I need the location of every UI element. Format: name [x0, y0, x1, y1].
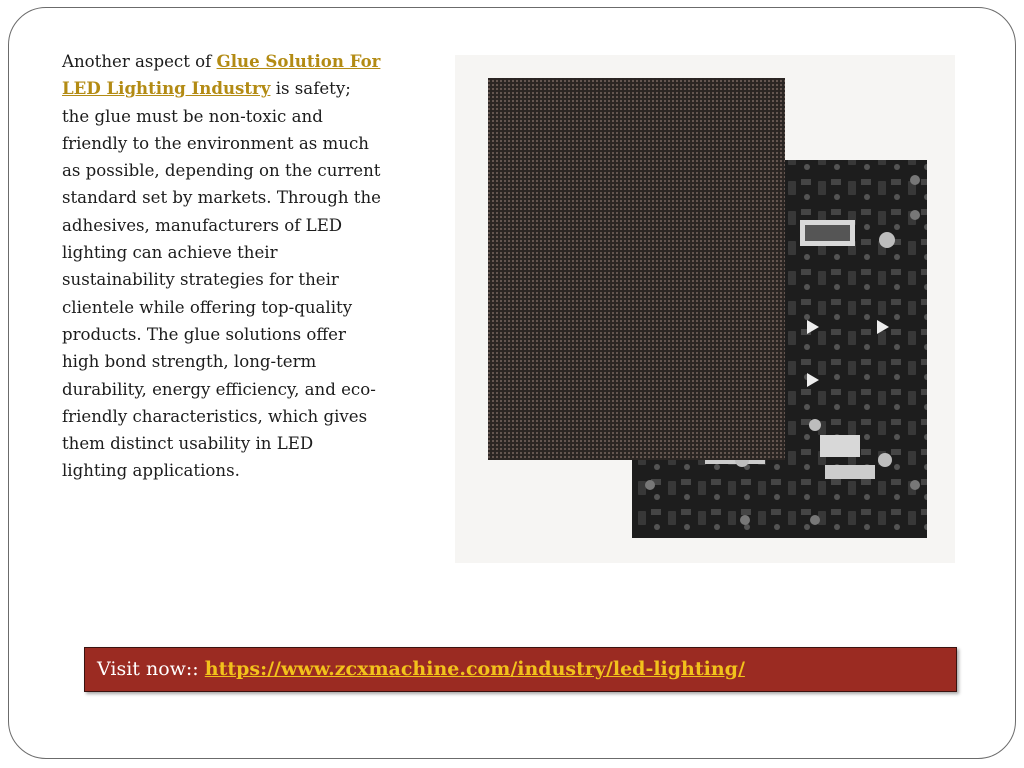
visit-now-banner: [84, 647, 957, 692]
article-body: is safety; the glue must be non-toxic and friendly to the environment as much as possible, depending on the current standard set by markets. Through the adhesives, manufacturers of LED lighting can achieve their sustainability strategies for their clientele while offering top-quality products. The glue solutions offer high bond strength, long-term durability, energy efficiency, and eco-friendly characteristics, which gives them distinct usability in LED lighting applications.: [62, 79, 381, 481]
led-module-illustration: [455, 55, 955, 563]
article-intro: Another aspect of: [62, 52, 217, 71]
article-paragraph: [62, 48, 382, 485]
visit-now-label: Visit now::: [97, 658, 205, 680]
article-text: [62, 48, 382, 485]
led-module-image: [455, 55, 955, 563]
visit-now-link[interactable]: https://www.zcxmachine.com/industry/led-lighting/: [204, 658, 745, 680]
glue-solution-link[interactable]: Glue Solution For LED Lighting Industry: [62, 51, 381, 99]
